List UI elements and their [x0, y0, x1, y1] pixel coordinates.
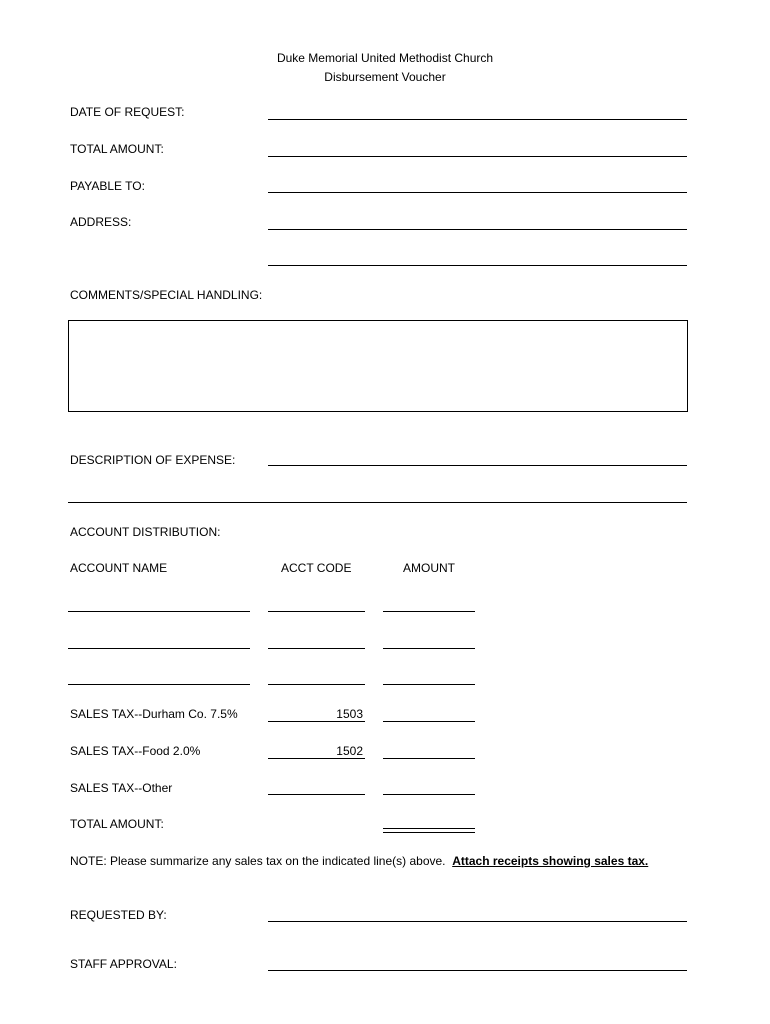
comments-label: COMMENTS/SPECIAL HANDLING:: [70, 288, 263, 302]
total-amount-label: TOTAL AMOUNT:: [70, 142, 164, 156]
requested-by-line[interactable]: [268, 921, 687, 922]
payable-to-label: PAYABLE TO:: [70, 179, 145, 193]
sales-tax-other-amount-line[interactable]: [383, 794, 475, 795]
date-of-request-line[interactable]: [268, 119, 687, 120]
form-title: Disbursement Voucher: [324, 70, 446, 84]
acct-code-line-3[interactable]: [268, 684, 365, 685]
address-line-1[interactable]: [268, 229, 687, 230]
amount-line-1[interactable]: [383, 611, 475, 612]
sales-tax-food-code: 1502: [336, 744, 363, 758]
requested-by-label: REQUESTED BY:: [70, 908, 167, 922]
total-amount-line[interactable]: [268, 156, 687, 157]
acct-code-header: ACCT CODE: [281, 561, 352, 575]
note-emphasis: Attach receipts showing sales tax.: [452, 854, 649, 868]
account-name-line-2[interactable]: [68, 648, 250, 649]
account-distribution-heading: ACCOUNT DISTRIBUTION:: [70, 525, 221, 539]
sales-tax-note: [70, 854, 648, 868]
distribution-total-line[interactable]: [383, 828, 475, 833]
account-name-line-1[interactable]: [68, 611, 250, 612]
distribution-total-label: TOTAL AMOUNT:: [70, 817, 164, 831]
staff-approval-label: STAFF APPROVAL:: [70, 957, 177, 971]
note-text: NOTE: Please summarize any sales tax on the indicated line(s) above.: [70, 854, 446, 868]
sales-tax-food-amount-line[interactable]: [383, 758, 475, 759]
address-label: ADDRESS:: [70, 215, 132, 229]
acct-code-line-1[interactable]: [268, 611, 365, 612]
sales-tax-durham-label: SALES TAX--Durham Co. 7.5%: [70, 707, 238, 721]
account-name-header: ACCOUNT NAME: [70, 561, 168, 575]
description-line-2[interactable]: [68, 502, 687, 503]
staff-approval-line[interactable]: [268, 970, 687, 971]
acct-code-line-2[interactable]: [268, 648, 365, 649]
amount-line-2[interactable]: [383, 648, 475, 649]
sales-tax-other-code-line[interactable]: [268, 794, 365, 795]
sales-tax-durham-amount-line[interactable]: [383, 721, 475, 722]
amount-line-3[interactable]: [383, 684, 475, 685]
date-of-request-label: DATE OF REQUEST:: [70, 105, 185, 119]
description-label: DESCRIPTION OF EXPENSE:: [70, 453, 236, 467]
account-name-line-3[interactable]: [68, 684, 250, 685]
sales-tax-other-label: SALES TAX--Other: [70, 781, 173, 795]
sales-tax-food-label: SALES TAX--Food 2.0%: [70, 744, 201, 758]
organization-name: Duke Memorial United Methodist Church: [276, 51, 494, 65]
sales-tax-durham-code: 1503: [336, 707, 363, 721]
sales-tax-food-code-line: [268, 758, 365, 759]
address-line-2[interactable]: [268, 265, 687, 266]
sales-tax-durham-code-line: [268, 721, 365, 722]
description-line-1[interactable]: [268, 465, 687, 466]
comments-box[interactable]: [68, 320, 688, 412]
amount-header: AMOUNT: [403, 561, 455, 575]
payable-to-line[interactable]: [268, 192, 687, 193]
